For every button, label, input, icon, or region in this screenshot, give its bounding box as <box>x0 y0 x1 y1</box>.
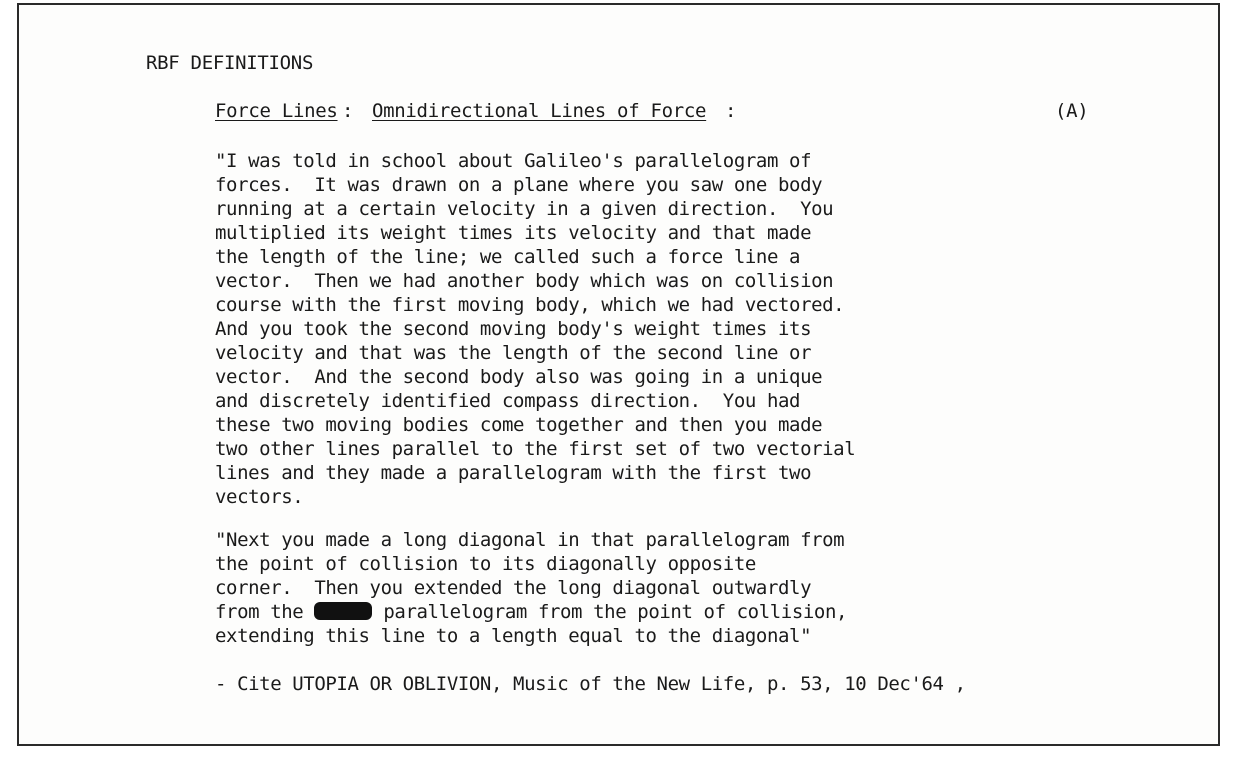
p1-line: vector. And the second body also was going in a unique <box>215 366 823 388</box>
section-label: (A) <box>1055 100 1089 122</box>
quote-paragraph-1 <box>215 149 855 509</box>
p1-line: velocity and that was the length of the second line or <box>215 342 812 364</box>
definition-title: Omnidirectional Lines of Force <box>372 100 707 122</box>
p1-line: two other lines parallel to the first set of two vectorial <box>215 438 856 460</box>
document-page <box>17 3 1220 746</box>
p1-line: running at a certain velocity in a given direction. You <box>215 198 834 220</box>
p1-line: vector. Then we had another body which was on collision <box>215 270 834 292</box>
p2-line-2: the point of collision to its diagonally opposite <box>215 553 756 575</box>
citation: - Cite UTOPIA OR OBLIVION, Music of the New Life, p. 53, 10 Dec'64 , <box>215 673 966 695</box>
p2-line-4-after: parallelogram from the point of collision, <box>372 601 848 623</box>
p1-line: course with the first moving body, which we had vectored. <box>215 294 845 316</box>
p1-line: multiplied its weight times its velocity and that made <box>215 222 812 244</box>
term-label: Force Lines <box>215 100 338 122</box>
p1-line: vectors. <box>215 486 304 508</box>
document-heading: RBF DEFINITIONS <box>146 52 314 74</box>
p1-line: And you took the second moving body's weight times its <box>215 318 812 340</box>
term-separator: : <box>342 100 354 122</box>
redaction-mark <box>314 602 372 620</box>
p1-line: the length of the line; we called such a force line a <box>215 246 801 268</box>
p2-line-5: extending this line to a length equal to the diagonal" <box>215 625 812 647</box>
p2-line-1: "Next you made a long diagonal in that parallelogram from <box>215 529 845 551</box>
p1-line: these two moving bodies come together and then you made <box>215 414 823 436</box>
p2-line-3: corner. Then you extended the long diagonal outwardly <box>215 577 812 599</box>
p1-line: lines and they made a parallelogram with the first two <box>215 462 812 484</box>
definition-title-colon: : <box>725 100 737 122</box>
quote-paragraph-2 <box>215 528 847 648</box>
definition-subheading <box>215 99 1095 123</box>
p2-line-4-before: from the <box>215 601 315 623</box>
p1-line: forces. It was drawn on a plane where you saw one body <box>215 174 823 196</box>
p1-line: and discretely identified compass direction. You had <box>215 390 801 412</box>
p1-line: "I was told in school about Galileo's parallelogram of <box>215 150 812 172</box>
